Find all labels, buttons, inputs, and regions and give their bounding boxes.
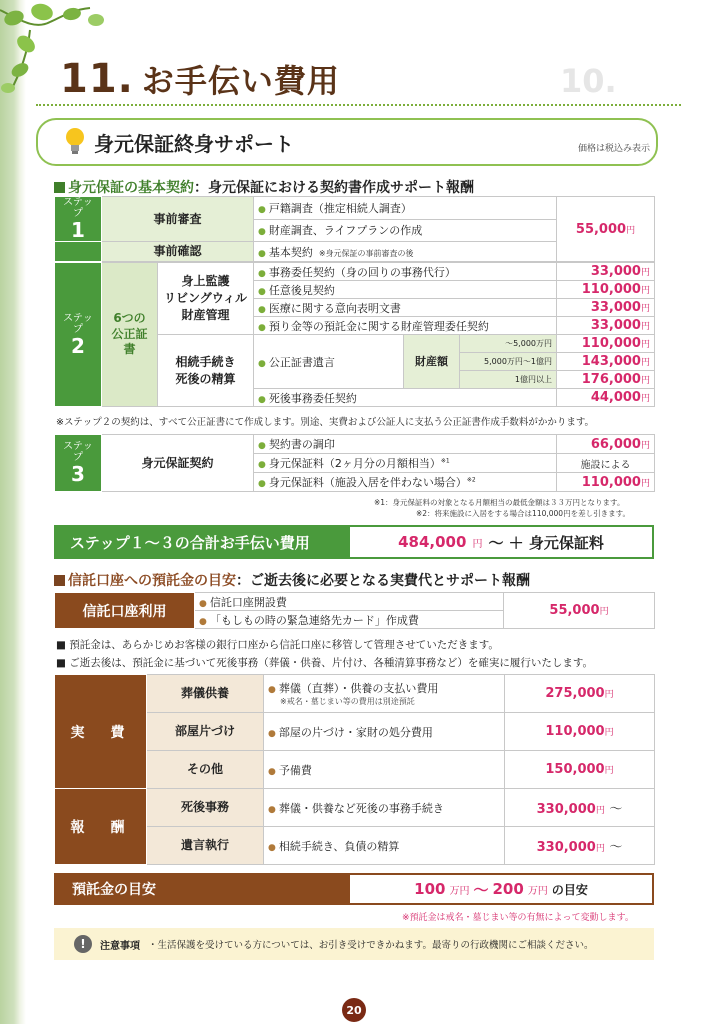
fee-category: 遺言執行 xyxy=(147,827,264,865)
notarial-will-item: ● 公正証書遺言 xyxy=(254,335,404,389)
total-fee-value: 484,000 円 ～ ＋ 身元保証料 xyxy=(398,533,604,552)
step1-table xyxy=(54,196,655,262)
asset-range: ～5,000万円 xyxy=(460,335,557,353)
posthumous-cost-table xyxy=(54,674,655,865)
chapter-divider xyxy=(36,104,681,107)
six-notarial-deeds-label: 6つの 公正証書 xyxy=(102,263,158,407)
cost-price: 150,000円 xyxy=(505,751,655,789)
step1-item-basic-contract: ● 基本契約 ※身元保証の事前審査の後 xyxy=(254,242,557,262)
pre-confirm-label: 事前確認 xyxy=(102,242,254,262)
guardianship-label: 身上監護 リビングウィル 財産管理 xyxy=(158,263,254,335)
guarantee-contract-label: 身元保証契約 xyxy=(102,435,254,492)
step3-price: 110,000円 xyxy=(557,473,655,492)
will-price: 110,000円 xyxy=(557,335,655,353)
chapter-number: 11. xyxy=(60,56,134,102)
cost-item: ● 予備費 xyxy=(264,751,505,789)
trust-account-label: 信託口座利用 xyxy=(55,593,195,629)
step3-item: ● 身元保証料（施設入居を伴わない場合）$^{※2}$ xyxy=(254,473,557,492)
will-price: 176,000円 xyxy=(557,371,655,389)
cost-category: 部屋片づけ xyxy=(147,713,264,751)
pre-review-label: 事前審査 xyxy=(102,197,254,242)
square-bullet-icon xyxy=(54,182,65,193)
fee-price: 330,000円 ～ xyxy=(505,789,655,827)
step3-item: ● 契約書の調印 xyxy=(254,435,557,454)
asset-range: 5,000万円～1億円 xyxy=(460,353,557,371)
step3-badge: ステップ 3 xyxy=(55,435,102,492)
step3-item: ● 身元保証料（2ヶ月分の月額相当）$^{※1}$ xyxy=(254,454,557,473)
step1-item-family-register: ● 戸籍調査（推定相続人調査） xyxy=(254,197,557,220)
asset-range: 1億円以上 xyxy=(460,371,557,389)
section-title: 身元保証終身サポート xyxy=(94,132,294,156)
deposit-target-box xyxy=(54,873,654,905)
footnote-1: ※1：身元保証料の対象となる月額相当の最低金額は３３万円となります。 xyxy=(374,498,625,507)
trust-account-item: ● 「もしもの時の緊急連絡先カード」作成費 xyxy=(195,611,504,629)
step3-table xyxy=(54,434,655,492)
posthumous-affairs-price: 44,000円 xyxy=(557,389,655,407)
cost-category: 葬儀供養 xyxy=(147,675,264,713)
step2-item: ● 事務委任契約（身の回りの事務代行） xyxy=(254,263,557,281)
deposit-note: ※預託金は戒名・墓じまい等の有無によって変動します。 xyxy=(402,913,634,923)
fee-category: 死後事務 xyxy=(147,789,264,827)
cost-price: 110,000円 xyxy=(505,713,655,751)
step3-price-facility: 施設による xyxy=(557,454,655,473)
footnote-2: ※2：将来施設に入居をする場合は110,000円を差し引きます。 xyxy=(416,509,630,518)
caution-label: 注意事項 xyxy=(100,940,140,952)
chapter-title: お手伝い費用 xyxy=(141,62,340,100)
step2-price: 33,000円 xyxy=(557,263,655,281)
step2-note: ※ステップ２の契約は、すべて公正証書にて作成します。別途、実費および公証人に支払う公正証書作成手数料がかかります。 xyxy=(56,417,595,428)
total-fee-label: ステップ１～３の合計お手伝い費用 xyxy=(56,527,350,557)
cost-item: ● 部屋の片づけ・家財の処分費用 xyxy=(264,713,505,751)
square-bullet-icon xyxy=(54,575,65,586)
posthumous-affairs-item: ● 死後事務委任契約 xyxy=(254,389,557,407)
page-number: 20 xyxy=(342,998,366,1022)
caution-box xyxy=(54,928,654,960)
contract-heading: 身元保証の基本契約：身元保証における契約書作成サポート報酬 xyxy=(54,177,474,197)
step2-item: ● 任意後見契約 xyxy=(254,281,557,299)
lightbulb-icon xyxy=(62,126,88,156)
cost-item: ● 葬儀（直葬）・供養の支払い費用 ※戒名・墓じまい等の費用は別途預託 xyxy=(264,675,505,713)
deposit-target-value: 100 万円 ～ 200 万円 の目安 xyxy=(414,880,588,899)
background-ghost-title: 10. xyxy=(560,62,617,100)
asset-amount-label: 財産額 xyxy=(404,335,460,389)
trust-account-item: ● 信託口座開設費 xyxy=(195,593,504,611)
tax-note: 価格は税込み表示 xyxy=(578,144,651,154)
step2-price: 110,000円 xyxy=(557,281,655,299)
trust-bullet-1: ■ 預託金は、あらかじめお客様の銀行口座から信託口座に移管して管理させていただきます。 xyxy=(56,639,499,651)
total-fee-box xyxy=(54,525,654,559)
fee-item: ● 相続手続き、負債の精算 xyxy=(264,827,505,865)
step1-price: 55,000円 xyxy=(557,197,655,262)
trust-account-price: 55,000円 xyxy=(504,593,655,629)
step2-item: ● 預り金等の預託金に関する財産管理委任契約 xyxy=(254,317,557,335)
trust-bullet-2: ■ ご逝去後は、預託金に基づいて死後事務（葬儀・供養、片付け、各種清算事務など）を確実に履行いたします。 xyxy=(56,657,594,669)
will-price: 143,000円 xyxy=(557,353,655,371)
trust-heading: 信託口座への預託金の目安：ご逝去後に必要となる実費代とサポート報酬 xyxy=(54,570,530,590)
fee-item: ● 葬儀・供養など死後の事務手続き xyxy=(264,789,505,827)
inheritance-label: 相続手続き 死後の精算 xyxy=(158,335,254,407)
cost-category: その他 xyxy=(147,751,264,789)
actual-cost-label: 実 費 xyxy=(55,675,147,789)
exclamation-icon: ! xyxy=(74,935,92,953)
fee-price: 330,000円 ～ xyxy=(505,827,655,865)
deposit-target-label: 預託金の目安 xyxy=(56,875,350,903)
step3-price: 66,000円 xyxy=(557,435,655,454)
step1-badge: ステップ 1 xyxy=(55,197,102,242)
step2-price: 33,000円 xyxy=(557,299,655,317)
step2-table xyxy=(54,262,655,407)
chapter-heading xyxy=(60,56,340,102)
step1-item-asset-survey: ● 財産調査、ライフプランの作成 xyxy=(254,219,557,242)
step2-badge: ステップ 2 xyxy=(55,263,102,407)
step2-price: 33,000円 xyxy=(557,317,655,335)
trust-account-table xyxy=(54,592,655,629)
cost-price: 275,000円 xyxy=(505,675,655,713)
fee-label: 報 酬 xyxy=(55,789,147,865)
caution-text: ・生活保護を受けている方については、お引き受けできかねます。最寄りの行政機関にご相談ください。 xyxy=(148,940,594,951)
step2-item: ● 医療に関する意向表明文書 xyxy=(254,299,557,317)
